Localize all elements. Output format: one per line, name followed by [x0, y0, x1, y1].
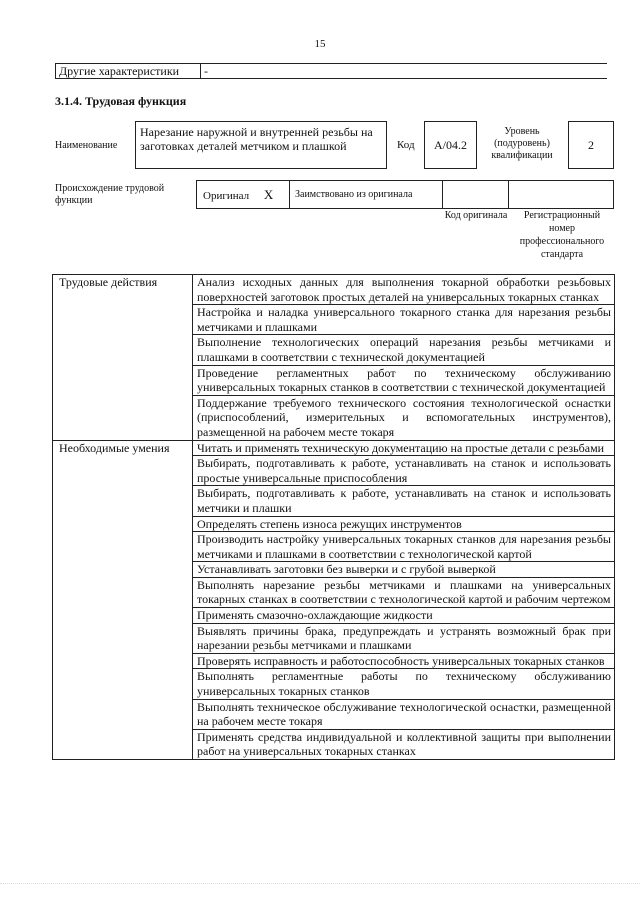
labor-function-table-body [53, 275, 615, 760]
list-item: Выполнять техническое обслуживание технологической оснастки, размещенной на рабочем месте токаря [193, 699, 615, 729]
table-row [53, 440, 615, 456]
origin-code-cell [442, 180, 509, 209]
list-item: Проверять исправность и работоспособность универсальных токарных станков [193, 653, 615, 669]
list-item: Выполнять нарезание резьбы метчиками и плашками на универсальных токарных станках в соответствии с технологической картой и рабочим чертежом [193, 577, 615, 607]
bottom-rule [0, 883, 640, 885]
code-value: А/04.2 [424, 121, 477, 169]
list-item: Проведение регламентных работ по техническому обслуживанию универсальных токарных станков в соответствии с технической документацией [193, 365, 615, 395]
reg-number-label: Регистрационный номер профессионального стандарта [519, 210, 605, 260]
origin-original-mark: X [263, 187, 274, 202]
section-title: 3.1.4. Трудовая функция [55, 94, 187, 108]
list-item: Выбирать, подготавливать к работе, устанавливать на станок и использовать метчики и плашки [193, 486, 615, 516]
other-characteristics-value: - [201, 64, 608, 79]
list-item: Применять смазочно-охлаждающие жидкости [193, 608, 615, 624]
list-item: Анализ исходных данных для выполнения токарной обработки резьбовых поверхностей заготовок простых деталей на универсальных токарных станках [193, 275, 615, 305]
list-item: Выполнение технологических операций нарезания резьбы метчиками и плашками в соответствии с технической документацией [193, 335, 615, 365]
origin-reg-cell [508, 180, 614, 209]
list-item: Поддержание требуемого технического состояния технологической оснастки (приспособлений, измерительных и вспомогательных инструментов), размещенной на рабочем месте токаря [193, 395, 615, 440]
list-item: Выполнять регламентные работы по техническому обслуживанию универсальных токарных станков [193, 669, 615, 699]
level-label: Уровень (подуровень) квалификации [491, 126, 553, 161]
list-item: Производить настройку универсальных токарных станков для нарезания резьбы метчиками и плашками в соответствии с технологической картой [193, 532, 615, 562]
list-item: Выбирать, подготавливать к работе, устанавливать на станок и использовать простые универсальные приспособления [193, 456, 615, 486]
level-value: 2 [568, 121, 614, 169]
code-label: Код [397, 139, 415, 151]
origin-borrowed-label: Заимствовано из оригинала [289, 180, 443, 209]
list-item: Устанавливать заготовки без выверки и с грубой выверкой [193, 562, 615, 578]
group-title: Необходимые умения [53, 440, 193, 759]
origin-original-label: Оригинал [203, 190, 250, 202]
list-item: Читать и применять техническую документацию на простые детали с резьбами [193, 440, 615, 456]
list-item: Настройка и наладка универсального токарного станка для нарезания резьбы метчиками и плашками [193, 305, 615, 335]
origin-original-cell [196, 180, 290, 209]
origin-label: Происхождение трудовой функции [55, 183, 165, 206]
table-row [53, 275, 615, 305]
other-characteristics-table [55, 63, 607, 79]
code-original-label: Код оригинала [444, 210, 508, 221]
group-title: Трудовые действия [53, 275, 193, 441]
name-value: Нарезание наружной и внутренней резьбы на заготовках деталей метчиком и плашкой [135, 121, 387, 169]
list-item: Применять средства индивидуальной и коллективной защиты при выполнении работ на универсальных токарных станках [193, 729, 615, 759]
list-item: Определять степень износа режущих инструментов [193, 516, 615, 532]
name-label: Наименование [55, 140, 118, 151]
page-number: 15 [314, 38, 326, 50]
other-characteristics-label: Другие характеристики [56, 64, 201, 79]
list-item: Выявлять причины брака, предупреждать и устранять возможный брак при нарезании резьбы метчиками и плашками [193, 623, 615, 653]
labor-function-table [52, 274, 615, 760]
